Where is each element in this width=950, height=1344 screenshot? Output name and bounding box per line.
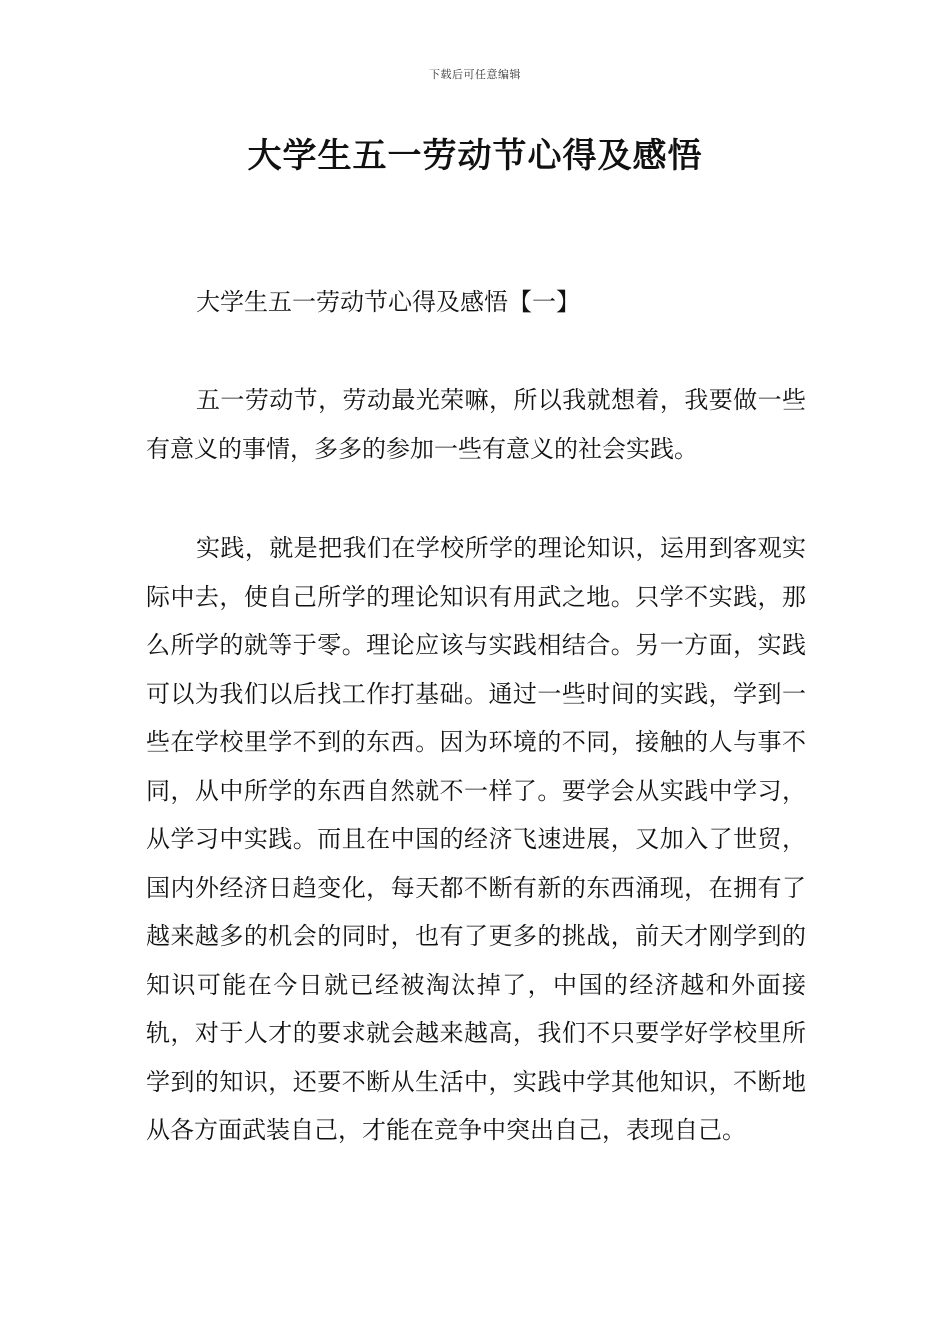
paragraph: 实践，就是把我们在学校所学的理论知识，运用到客观实际中去，使自己所学的理论知识有用武之地。只学不实践，那么所学的就等于零。理论应该与实践相结合。另一方面，实践可以为我们以后找工作打基础。通过一些时间的实践，学到一些在学校里学不到的东西。因为环境的不同，接触的人与事不同，从中所学的东西自然就不一样了。要学会从实践中学习，从学习中实践。而且在中国的经济飞速进展，又加入了世贸，国内外经济日趋变化，每天都不断有新的东西涌现，在拥有了越来越多的机会的同时，也有了更多的挑战，前天才刚学到的知识可能在今日就已经被淘汰掉了，中国的经济越和外面接轨，对于人才的要求就会越来越高，我们不只要学好学校里所学到的知识，还要不断从生活中，实践中学其他知识，不断地从各方面武装自己，才能在竞争中突出自己，表现自己。 [146,534,806,1144]
header-note: 下载后可任意编辑 [429,68,521,81]
paragraph: 五一劳动节，劳动最光荣嘛，所以我就想着，我要做一些有意义的事情，多多的参加一些有意义的社会实践。 [146,386,806,463]
document-title: 大学生五一劳动节心得及感悟 [247,136,703,176]
section-heading: 大学生五一劳动节心得及感悟【一】 [196,288,580,316]
